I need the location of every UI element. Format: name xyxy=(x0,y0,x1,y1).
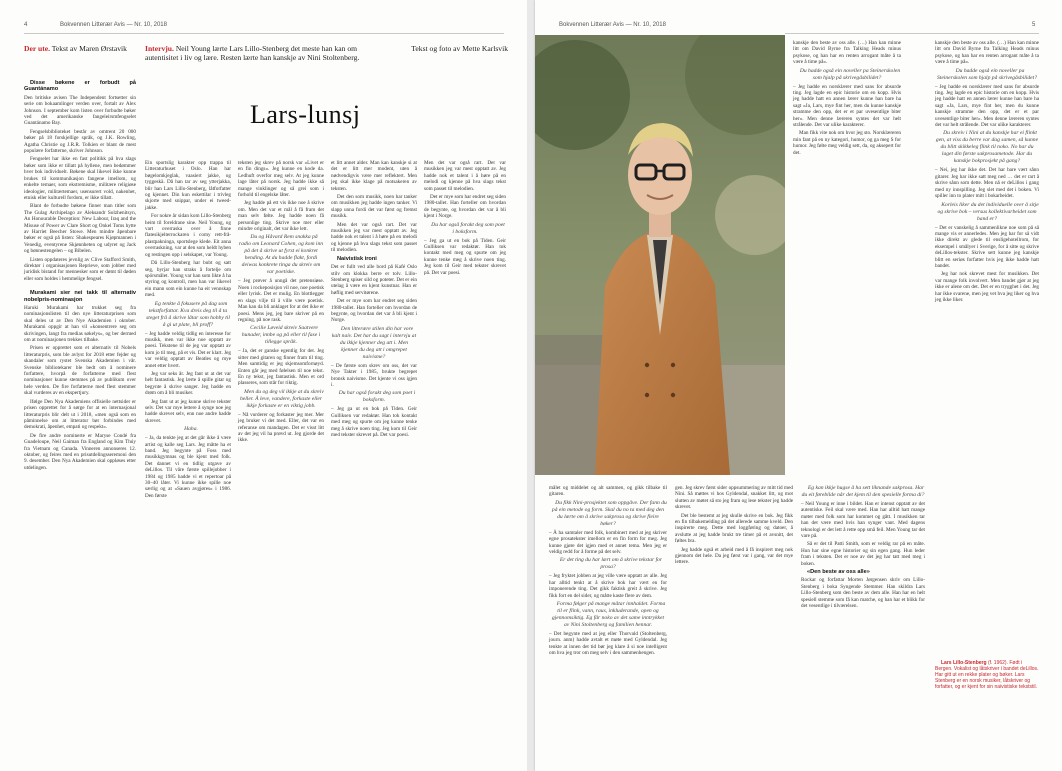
pull-quote: Du har også forakt deg som poet i boksform. xyxy=(338,390,416,404)
top-rule-left xyxy=(24,33,504,34)
paragraph: Blant de forbudte bøkene finner man titler som The Gulag Archipelago av Aleksandr Solzhenitsyn, An Honourable Deception: New Labour, Iraq and the Misuse of Power av Clare Short og Onkel Toms hytte av Harriet Beecher Stowe. Men mindre åpenbare bøker er også på listen: Shakespeares Kjøpmannen i Venedig, eventyrene Skjønnheten og udyret og Jack og bønnestengelen – og Bibelen. xyxy=(24,203,136,255)
pull-quote: Forma følger på mange måtar innhaldet. Forma til er flink, vann, raus, inkluderande, open og gjennomsiktig. Eg får noko av det same inntrykket av Nini Stoltenberg og familien hennar. xyxy=(551,601,666,629)
column-7 xyxy=(675,485,793,568)
paragraph: Det er fullt ved alle bord på Kafé Oslo stilv om klokka berre er tolv. Lillo-Stenberg spiser sild og poteter. Det er ein utelag å være en kjent kunstnar. Han er høflig med servitørene. xyxy=(331,264,417,296)
paragraph: Fengselsbiblioteket består av omtrent 20 000 bøker på 18 forskjellige språk, og J.K. Rowling, Agatha Christie og J.R.R. Tolkien er blant de mest populære forfatterne, skriver Johnson. xyxy=(24,128,136,155)
paragraph: kanskje den beste av oss alle. (…) Han kan minne litt om David Byrne fra Talking Heads minus psykose, og han har en renten arrogant måte å ta være å time på». xyxy=(793,40,901,66)
bio-box xyxy=(935,660,1039,692)
byline-der-ute xyxy=(24,44,139,53)
paragraph: Jeg fant ut at jeg kunne skrive tekster selv. Det var mye lettere å synge noe jeg hadde skrevet selv, enn noe andre hadde skrevet. xyxy=(145,398,231,424)
column-8 xyxy=(801,485,925,612)
running-head-left: Bokvennen Litterær Avis — Nr. 10, 2018 xyxy=(60,22,167,28)
right-page xyxy=(535,0,1062,771)
bio-label: Lars Lillo-Stenberg xyxy=(941,660,987,666)
pull-quote: Du har også forakt deg som poet i boksform. xyxy=(431,221,505,235)
paragraph: – De første som skrev om oss, det var Nye Takter i 1985, brukte begrepet bronsk naivisme. Det kjente vi oss igjen i. xyxy=(331,362,417,388)
paragraph: – Nei, jeg har ikke det. Det har bare vært sånn gitarer. Jeg har ikke satt meg ned … det er rart å skrive sånn som dette. Men nå er deLillos i gang med ny innspilling. Jeg slet med det i boken. Vi spiller inn to plater mitt i bokarbeidet. xyxy=(935,167,1039,200)
paragraph: Det er mye som har endret seg siden 1980-tallet. Han forteller om hvordan de begynte, og hvordan det var å bli kjent i Norge. xyxy=(424,194,506,220)
spread-gutter xyxy=(527,0,535,771)
subhead-murakami: Murakami sier nei takk til alternativ nobelpris-nominasjon xyxy=(24,290,136,303)
column-6 xyxy=(549,485,667,659)
column-2 xyxy=(145,160,231,501)
paragraph: Fengselet har ikke en fast politikk på hva slags bøker som ikke er tillatt på hyllene, men bedømmer hver bok individuelt. Bøkene skal likevel ikke kunne brukes til kommunikasjon fangene imellom, og enkelte temaer, som ekstremisme, militære religiøse ideologier, militærtemaer, usensurert vold, nakenhet, etnisk eller kulturell fordom, er ikke tillatt. xyxy=(24,156,136,201)
paragraph: Rockar og forfattar Morten Jørgensen skriv om Lillo-Stenberg i boka Syngende Stemmer. Han skildra Lars Lillo-Stenberg som den beste av dem alle. Han har en helt spesiell stemme som få kan matche, og han har et blikk for det vesentlige i tilværelsen. xyxy=(801,577,925,610)
paragraph: Så er det til Patti Smith, som er veldig rar på en måte. Hun har sine egne historier og sin egen gang. Hun leder fram i teksten. Det er noe av det jeg har tatt med meg i boken. xyxy=(801,541,925,567)
pull-quote: Eg tenkte å fokusere på dag som tekstforfattar. Kva dreis deg til å ta steget frå å skrive låtar som hobby til å gi ut plate, bli proff? xyxy=(146,300,230,328)
paragraph: – Jeg hadde en norsklærer med sans for absurde ting. Jeg lagde en epic historie om en kopp. Hvis jeg hadde hatt en annen lærer kunne han bare ha sagt «Ja, Lars, mye fint her, men du kunne kanskje stramme den opp, det er et par uvesentlige biter her». Men denne læreren syntes det var helt strålende. Det var ulike karakterer. xyxy=(935,83,1039,129)
paragraph: Men det var også rart. Det var musikken jeg var mest opptatt av. Jeg hadde nok et talent i å høre på en melodi og kjenne på hva slags tekst som passet til melodien. xyxy=(424,160,506,192)
feature-credit: Tekst og foto av Mette Karlsvik xyxy=(411,44,508,53)
paragraph: Den britiske avisen The Independent fortsetter sin serie om bokaamlinger verden over, fortalt av Alex Johnson. I september kom listen over forbudte bøker ved det amerikanske fangeleirsmfengselet Guantánamo Bay. xyxy=(24,94,136,127)
paragraph: De fire andre nominerte er Maryse Condé fra Guadeloupe, Neil Gaiman fra England og Kim Thúy fra Vietnam og Canada. Vinneren annonseres 12. oktober, og feires med en prisutdelingsseremoni den 9. desember. Den Nya Akademien skal oppløses etter utdelingen. xyxy=(24,432,136,471)
running-head-right: Bokvennen Litterær Avis — Nr. 10, 2018 xyxy=(559,22,666,28)
paragraph: Ifølge Den Nya Akademiens offisielle nettsider er prisen opprettet for å sørge for at en internasjonal litteraturpris blir delt ut i 2018, «men også som en påminnelse om at litteratur bør forbindes med demokrati, åpenhet, empati og respekt». xyxy=(24,398,136,431)
paragraph: Men det var også rart. Det var musikken jeg var mest opptatt av. Jeg hadde nok et talent i å høre på en melodi og kjenne på hva slags tekst som passet til melodien. xyxy=(331,221,417,254)
pull-quote: Eg kan ikkje hugse å ha sett liknande sakprosa. Har du eit førebilde når det kjem til den spesielle forma di? xyxy=(801,485,925,498)
paragraph: kanskje den beste av oss alle. (…) Han kan minne litt om David Byrne fra Talking Heads minus psykose, og han har en renten arrogant måte å ta være å time på». xyxy=(935,40,1039,66)
portrait-photo xyxy=(535,35,785,475)
paragraph: Haruki Murakami har trukket seg fra nominasjonslisten til den nye litteraturprisen som skal deles ut av Den Nye Akademien i oktober. Murakami oppgir at han vil «konsentrere seg om skrivingen, langt fra medias søkelys», og ber dermed om at nominasjonen trekkes tilbake. xyxy=(24,305,136,344)
paragraph: Det den som musikk, noen har tanker om musikken jeg hadde ingen tanker. Vi slapp unna fordi det var først og fremst musikk. xyxy=(331,194,417,220)
pull-quote: Haha. xyxy=(184,426,198,433)
column-3 xyxy=(238,160,324,446)
paragraph: – Det er vanskelig å sammenlikne noe som på så mange vis er annerledes. Men jeg har for så vidt ikke direkt av glede til ensligehotellrom, for eksempel i smålyer i Sverige, for å sitte og skrive deLillos-tekster. Skrive sett kunne jeg kanskje blitt en seriøs forfatter hvis jeg ikke hadde hatt bandet. xyxy=(935,224,1039,269)
paragraph: Det ble bestemt at jeg skulle skrive en bok. Jeg fikk en fin tilbakemelding på det allerede samme kveld. Den inspirerte meg. Dette med loggføring og datoer, å avslutte at jeg hadde brukt tre timer på et avsnitt, det føltes bra. xyxy=(675,512,793,545)
subhead-guantanamo: Disse bøkene er forbudt på Guantánamo xyxy=(24,80,136,93)
page-number-right: 5 xyxy=(1032,22,1036,28)
column-4 xyxy=(331,160,417,440)
byline-author: Tekst av Maren Ørstavik xyxy=(51,44,127,53)
column-1 xyxy=(24,80,136,473)
paragraph: gen. Jeg skrev først sider oppsummering av mitt tid med Nini. Så møttes vi hos Gyldendal, snakket litt, og mot slutten av møtet så sto jeg fram og lese tekster jeg hadde skrevet. xyxy=(675,485,793,511)
paragraph: Prisen er opprettet som et alternativ til Nobels litteraturpris, som ble avlyst for 2018 etter fejder og skandaler som rystet Svenska Akademien i vår. Svenske bibliotekarer ble bedt om å nominere forfattere, hvorpå de forfatterne med flest nominasjoner kunne stemmes på av publikum over hele verden. De fire forfatterne med flest stemmer skal vurderes av en ekspertjury. xyxy=(24,345,136,397)
paragraph: Jeg var seks år. Jeg fant ut at det var helt fantastisk. Jeg lærte å spille gitar og begynte å skrive sanger. Jeg hadde en drøm om å bli musiker. xyxy=(145,370,231,397)
paragraph: – Jeg hadde veldig tidlig en interesse for musikk, men var ikke noe opptatt av poesi. Tekstene til de jeg var opptatt av kom jo til meg, på et vis. Det er klart. Jeg var veldig opptatt av Beatles og mye annet etter hvert. xyxy=(145,330,232,369)
paragraph: – Jeg ga ut en bok på Tiden. Geir Gulliksen var redaktør. Han tok kontakt med meg og spurte om jeg kunne tenke meg å skrive noen ting. Jeg kom til Geir med tekster skrevet på. Det var poesi. xyxy=(424,237,506,276)
paragraph: – Å ha samtaler med folk, kombinert med at jeg skriver egne prosatekster imellom er en fin form for meg. Jeg kunne gjøre det igjen med et annet tema. Men jeg er veldig redd for å forme på det selv. xyxy=(549,529,667,556)
pull-quote: Du skreiv i Nini at du kanskje har ei flinkt gen, at viss du berre var dag samen, så kunne du blitt skikkeleg flink til noko. No har du laget din første sakprosametode. Har du kanskje bokprosjekt på gang? xyxy=(935,130,1039,165)
top-rule-right xyxy=(785,33,1039,34)
pull-quote: Er det ting du har lært om å skrive tekstar for prosa? xyxy=(559,557,663,571)
bio-body: (f. 1962). Født i Bergen. Vokalist og låtskriver i bandet deLillos. Har gitt ut en rekke plater og bøker. Lars Stenberg er en norsk musiker, låtskriver og forfatter, og er kjent for sin naivistiske tekststil. xyxy=(935,660,1039,690)
paragraph: Då Lillo-Stenberg har bubt og satt seg, byrjar han straks å fortelje om spörsmålet. Young var han som likte å ha styring og kontroll, men han var likevel ein mann som ein kunne ha eit vennskap med. xyxy=(145,260,231,299)
paragraph: målet og middelet og alt sammen, og gikk tilbake til gitaren. xyxy=(549,485,667,498)
pull-quote: Du og Håvard Rem snakka på radio om Leonard Cohen, og kom inn på det å skrive ut fyrst ei konkret hending. At du hadde flakt, fordi deiwas konkrete tinga du skreiv om var poetiske. xyxy=(238,234,324,276)
paragraph: – Jeg prøver å unngå det pretensiøse. Noen i rockeposisjon vil noe, noe poetisk eller lyrisk. Det er mulig. En blottlegger en slags vilje til å ville være poetisk. Man kan da bli anklaget for at det ikke er poesi. Mens jeg, jeg bare skriver på en regning, på noe rask. xyxy=(238,278,325,323)
subhead-den-beste: «Den beste av oss alle» xyxy=(807,569,870,576)
pull-quote: Du hadde også ein noveller pa Steinerskolen som hjalp på skrivegåsbilidet? xyxy=(799,67,901,81)
paragraph: – Jeg ga ut en bok på Tiden. Geir Gulliksen var redaktør. Han tok kontakt med meg og spurte om jeg kunne tenke meg å skrive noen ting. Jeg kom til Geir med tekster skrevet på. Det var poesi. xyxy=(331,406,417,438)
feature-kicker: Intervju. xyxy=(145,44,174,53)
paragraph: Jeg har nok skrevet mest for musikken. Det var mange folk involvert. Men bandet gjør at jeg ikke er alene om det. Det er en trygghet i det. Jeg har ikke svarene, men jeg vet hva jeg liker og hva jeg ikke liker. xyxy=(935,271,1039,303)
paragraph: Man fikk vite nok om hvor jeg sto. Norsklæreren min fant på en ny kategori, humor, og ga meg S for humor. Jeg følte meg veldig sett, da, og aksepert for det. xyxy=(793,130,901,156)
pull-quote: Den litterære stilen din har vore kalt naiv. Det har du sagt i intervju at du ikkje kjenner deg att i. Men kjenner du deg att i omgrepet naivisme? xyxy=(331,325,417,360)
paragraph: – Jeg hadde en norsklærer med sans for absurde ting. Jeg lagde en epic historie om en kopp. Hvis jeg hadde hatt en annen lærer kunne han bare ha sagt «Ja, Lars, mye fint her, men du kunne kanskje stramme den opp, det er et par uvesentlige biter her». Men denne læreren syntes det var helt strålende. Det var ulike karakterer. xyxy=(793,83,901,129)
paragraph: – Nå vurderer og forkaster jeg mer. Mer jeg bruker vi det med. Eller, det var en referanse om mandagen. Det er visst litt av det jeg vil ha prøvd ut. Jeg gjorde det ikke. xyxy=(238,411,324,444)
paragraph: Ein sportslig karakter opp trappa til Litteraturhuset i Oslo. Han har bøgelomkjeglak, vaasiert jakke, og tyggeskä. Då han tar av seg ytterjakka, blir han Lars Lillo-Stenberg, låtforfatter og kjennet. Din kun eskettilar i trivleg skjorte med snippar, under ei tweed-jakke. xyxy=(145,160,231,211)
column-4b xyxy=(424,160,506,278)
paragraph: Det er mye som har endret seg siden 1980-tallet. Han forteller om hvordan de begynte, og hvordan det var å bli kjent i Norge. xyxy=(331,298,417,324)
pull-quote: Men du og deg vil ikkje at du skreiv heller. Å leve, vandere, forkaste eller ikkje forkaste er en viktig jobb. xyxy=(239,388,324,409)
feature-deck-text: Neil Young lærte Lars Lillo-Stenberg det meste han kan om autentisitet i liv og lære. Resten lærte han kanskje av Nini Stoltenberg. xyxy=(145,44,360,62)
page-number-left: 4 xyxy=(24,22,28,28)
portrait-illustration xyxy=(535,35,785,475)
left-page xyxy=(0,0,527,771)
paragraph: – Neil Young er inne i bildet. Han er intenst opptatt av det autentiske. Feil skal være med. Han har alltid hatt mange møter med folk som har kommet og gått. I musikken tar han det være med hvis han synger vant. Med dagens teknologi er det lett å rette opp små feil. Men Young tar det vare på. xyxy=(801,501,925,540)
column-5 xyxy=(793,40,901,158)
column-outer-right xyxy=(935,40,1039,305)
pull-quote: Du fikk Nini-prosjektet som oppgåve. Der fann du på ein metode og form. Skal du no ta med deg den du lærte om å skrive sakprosa og skrive fleire bøker? xyxy=(551,499,667,527)
paragraph: Jeg hadde på ett vis ikke noe å skrive om. Men det var et mål å få fram det man selv følte. Jeg hadde noen få personlige ting. Skrive noe mer eller mindre originalt, det var ikke lett. xyxy=(238,200,324,233)
bio-text xyxy=(935,660,1039,690)
paragraph: – Ja, det er ganske egentlig for det. Jeg sitter med gitaren og finner fram til ting. Men samtidig er jeg skjemsomfornøyd. Enten går jeg med følelsen til noe tekst. En ny tekst, jeg fantastisk. Men et ord plasseres, som står for riktig. xyxy=(238,348,324,387)
subhead-naivistisk-ironi: Naivistisk ironi xyxy=(337,255,377,262)
pull-quote: Korleis liker du det individuelle over å sitje og skrive bok – versus kollektivarbeidet som band er? xyxy=(937,201,1039,222)
paragraph: For nokre år sidan kom Lillo-Stenberg heim til foreldrane sine. Neil Young, og vart overraska over å finne flatesikjelterrockaren i comy rett-frå-plastpakninga, sportslege klede. Eit anna overraskning, var at den som heldt hyben og restingen opp i selskapet, var Young. xyxy=(145,213,231,258)
paragraph: Listen oppdateres jevnlig av Clive Stafford Smith, direktør i organisasjonen Reprieve, som jobber med juridisk bistand for mennesker som er dømt til døden eller som holdes i hemmelige fengsel. xyxy=(24,256,136,282)
pull-quote: Du hadde også ein noveller pa Steinerskolen som hjalp på skrivegåsbilidet? xyxy=(936,67,1038,81)
paragraph: et litt annet alder. Man kan kanskje si at det er litt mer modent, uten å nødvendigvis være mer reflektert. Men jeg skal ikke klage på motsakeren av teksten. xyxy=(331,160,417,192)
pull-quote: Cecilie Løveid skreiv Saatvere hunader, innbe og på eller til fase i tillegge språk. xyxy=(241,325,321,346)
paragraph: – Ja, da tenkte jeg at det går ikke å være artist og kalle seg Lars. Jeg måtte ha et band. Jeg begynte på Foss med musikkgymnas og ble kjent med folk. Det dannet vi en tidlig utgave av deLillos. Til våre første spillejobber i 1984 og 1985 hadde vi et repertoar på 30–40 låter. Vi kunne ikke spille noe særlig og at «Sauen avgjøres» i 1986. Den første xyxy=(145,435,231,499)
paragraph: teksten jeg skrev på norsk var «Livet er en fin dings». Jeg kunne en kode da. Ledhuft overfor meg selv. At jeg kunne lage låter på norsk. Jeg hadde ikke så mange vinklinger og så grei som i forhold til engelske låter. xyxy=(238,160,324,199)
section-label: Der ute. xyxy=(24,44,51,53)
feature-title: Lars-lunsj xyxy=(250,100,361,129)
paragraph: – Det begynte med at jeg eller Thorvald (Stoltenberg, journ. anm) hadde avtalt et møte med Gyldendal. Jeg tenkte at innen det tid bør jeg klare å si noe intelligent om hva jeg tror om meg selv i den sammenhengen. xyxy=(549,631,667,657)
paragraph: Jeg hadde også et arbeid med å få inspirert meg nok gjennom det hele. Da jeg først var i gang, var det mye lettere. xyxy=(675,546,793,566)
feature-deck xyxy=(145,44,365,62)
paragraph: – Jeg fryktet jobben at jeg ville være opptatt av alle. Jeg har alltid tenkt at å skrive bok har vært en for imponerende ting. Det gikk faktisk greit å skrive. Jeg fikk fort en del sider, og måtte kaste flere av dem. xyxy=(549,573,667,599)
